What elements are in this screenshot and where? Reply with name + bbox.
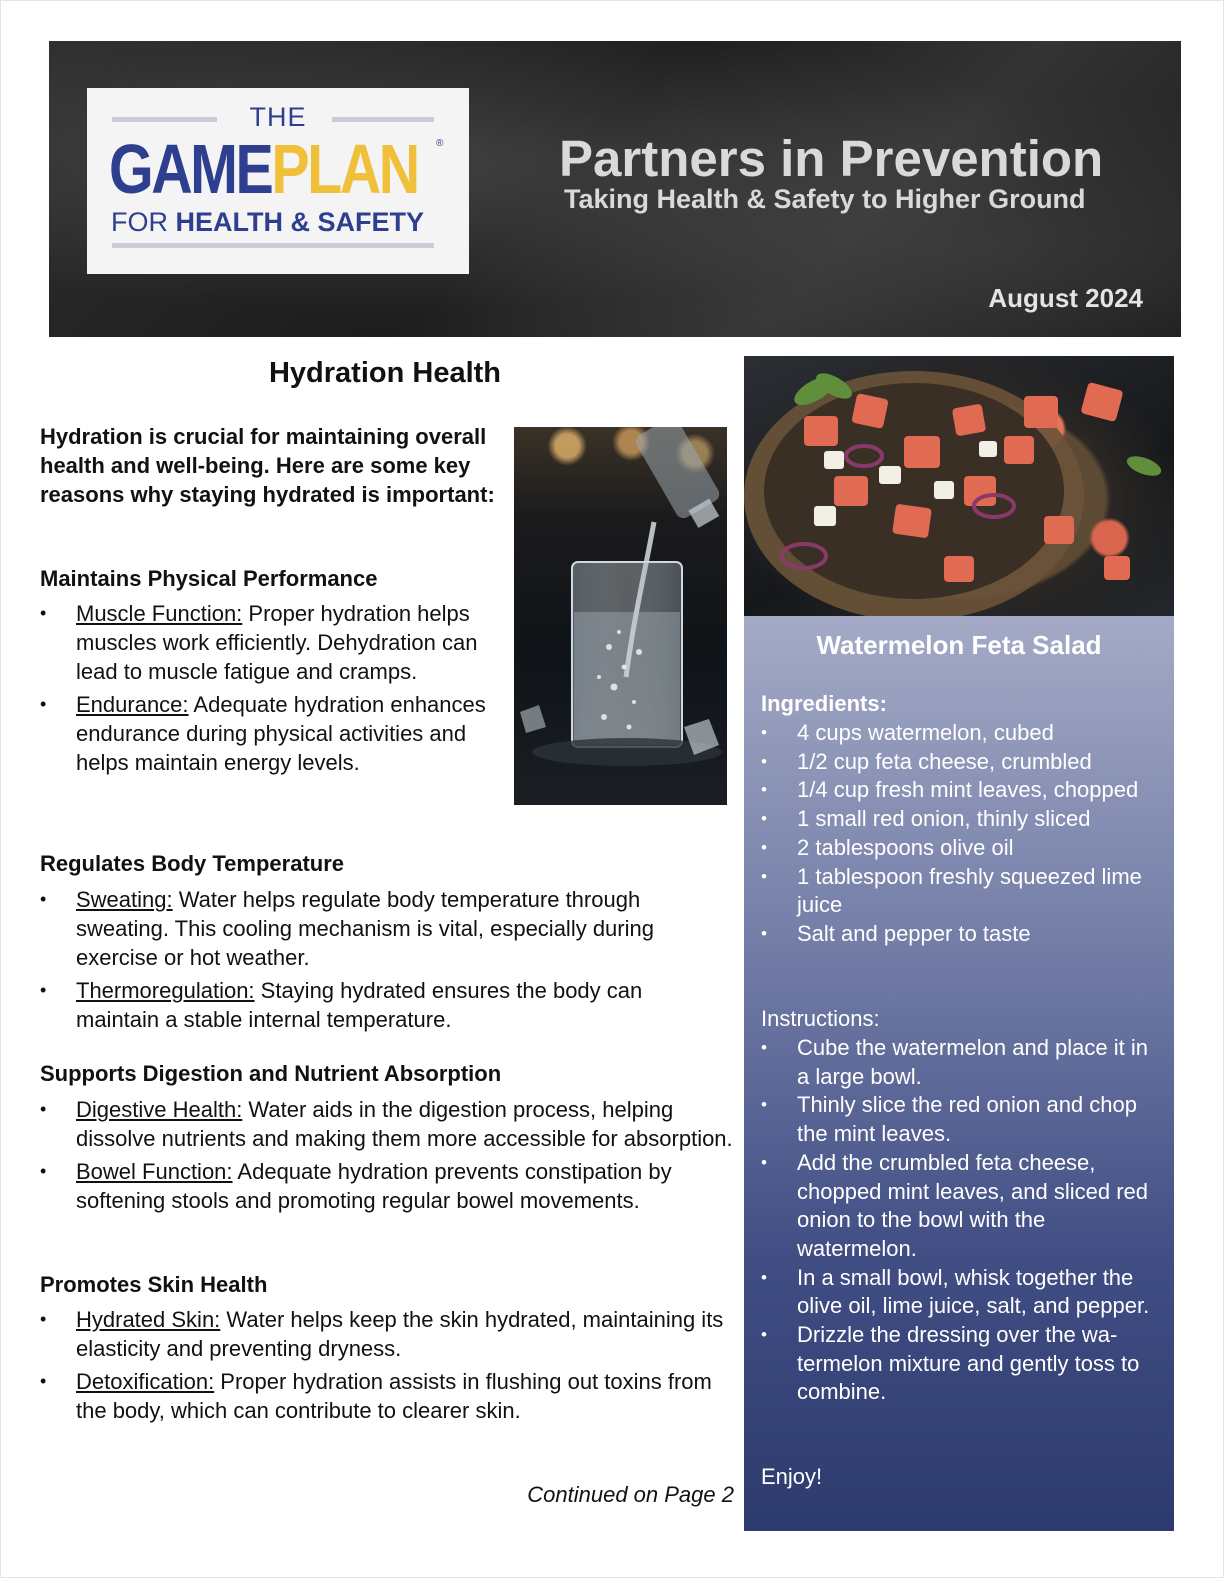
newsletter-title: Partners in Prevention bbox=[559, 130, 1104, 187]
watermelon-salad-photo bbox=[744, 356, 1174, 616]
instruction-item: • Add the crumbled feta cheese, chopped mint leaves, and sliced red onion to the bowl with the watermelon. bbox=[761, 1149, 1161, 1264]
point-text: Water helps regulate body temperature through sweating. This cooling mechanism is vital, especially during exercise or hot weather. bbox=[76, 887, 654, 970]
point-text: Proper hydration helps muscles work efficiently. Dehydration can lead to muscle fatigue and cramps. bbox=[76, 601, 478, 684]
ingredient-item: • Salt and pepper to taste bbox=[761, 920, 1161, 949]
ingredient-item: • 1/2 cup feta cheese, crumbled bbox=[761, 748, 1161, 777]
instruction-item: • Thinly slice the red onion and chop the mint leaves. bbox=[761, 1091, 1161, 1148]
ingredients-list bbox=[761, 719, 1161, 949]
point-text: Adequate hydration enhances endurance during physical activities and helps maintain energy levels. bbox=[76, 692, 486, 775]
skin-health-list bbox=[40, 1305, 730, 1429]
logo-tag-health-safety: HEALTH & SAFETY bbox=[175, 207, 424, 237]
logo-wordmark bbox=[109, 130, 418, 208]
logo-the-text: THE bbox=[249, 102, 307, 132]
list-item bbox=[40, 599, 510, 686]
instructions-label: Instructions: bbox=[761, 1006, 880, 1031]
instruction-item: • In a small bowl, whisk together the olive oil, lime juice, salt, and pepper. bbox=[761, 1264, 1161, 1321]
digestion-list bbox=[40, 1095, 738, 1219]
recipe-panel bbox=[744, 616, 1174, 1531]
header-banner bbox=[49, 41, 1181, 337]
article-intro: Hydration is crucial for maintaining overall health and well-being. Here are some key reasons why staying hydrated is important: bbox=[40, 424, 495, 507]
gameplan-logo bbox=[87, 88, 469, 274]
section-heading-digestion: Supports Digestion and Nutrient Absorption bbox=[40, 1061, 502, 1086]
point-text: Proper hydration assists in flushing out toxins from the body, which can contribute to clearer skin. bbox=[76, 1369, 712, 1423]
section-heading-skin-health: Promotes Skin Health bbox=[40, 1272, 268, 1297]
list-item bbox=[40, 1157, 738, 1215]
point-term: Digestive Health: bbox=[76, 1097, 243, 1122]
list-item bbox=[40, 690, 510, 777]
point-text: Water aids in the digestion process, helping dissolve nutrients and making them more accessible for absorption. bbox=[76, 1097, 733, 1151]
logo-rule bbox=[112, 243, 434, 248]
point-term: Detoxification: bbox=[76, 1369, 215, 1394]
article-title: Hydration Health bbox=[268, 357, 502, 389]
list-item bbox=[40, 1095, 738, 1153]
point-term: Endurance: bbox=[76, 692, 189, 717]
list-item bbox=[40, 1367, 730, 1425]
point-term: Sweating: bbox=[76, 887, 173, 912]
list-item bbox=[40, 1305, 730, 1363]
instructions-list bbox=[761, 1034, 1161, 1407]
physical-performance-list bbox=[40, 599, 510, 781]
logo-tag-for: FOR bbox=[111, 207, 176, 237]
point-term: Bowel Function: bbox=[76, 1159, 233, 1184]
instruction-item: • Cube the watermelon and place it in a large bowl. bbox=[761, 1034, 1161, 1091]
recipe-title: Watermelon Feta Salad bbox=[816, 630, 1102, 660]
instruction-item: • Drizzle the dressing over the wa-termelon mixture and gently toss to combine. bbox=[761, 1321, 1161, 1407]
ingredient-item: • 1/4 cup fresh mint leaves, chopped bbox=[761, 776, 1161, 805]
ingredient-item: • 1 tablespoon freshly squeezed lime juice bbox=[761, 863, 1161, 920]
point-term: Thermoregulation: bbox=[76, 978, 255, 1003]
point-term: Muscle Function: bbox=[76, 601, 243, 626]
continued-note: Continued on Page 2 bbox=[527, 1482, 734, 1507]
logo-plan-text: PLAN bbox=[271, 130, 418, 208]
water-glass-photo bbox=[514, 427, 727, 805]
logo-tagline bbox=[111, 207, 424, 238]
body-temperature-list bbox=[40, 885, 720, 1038]
section-heading-physical-performance: Maintains Physical Performance bbox=[40, 566, 378, 591]
recipe-closing: Enjoy! bbox=[761, 1464, 823, 1489]
issue-date: August 2024 bbox=[988, 283, 1143, 313]
salad-illustration bbox=[744, 356, 1174, 616]
point-term: Hydrated Skin: bbox=[76, 1307, 221, 1332]
ingredient-item: • 2 tablespoons olive oil bbox=[761, 834, 1161, 863]
ingredient-item: • 1 small red onion, thinly sliced bbox=[761, 805, 1161, 834]
list-item bbox=[40, 976, 720, 1034]
point-text: Adequate hydration prevents constipation by softening stools and promoting regular bowel movements. bbox=[76, 1159, 672, 1213]
point-text: Staying hydrated ensures the body can maintain a stable internal temperature. bbox=[76, 978, 643, 1032]
list-item bbox=[40, 885, 720, 972]
logo-game-text: GAME bbox=[109, 130, 272, 208]
point-text: Water helps keep the skin hydrated, maintaining its elasticity and preventing dryness. bbox=[76, 1307, 724, 1361]
ingredients-label: Ingredients: bbox=[761, 691, 887, 716]
section-heading-body-temperature: Regulates Body Temperature bbox=[40, 851, 345, 876]
ingredient-item: • 4 cups watermelon, cubed bbox=[761, 719, 1161, 748]
logo-registered-mark: ® bbox=[436, 138, 444, 149]
water-glass-illustration bbox=[514, 427, 727, 805]
newsletter-subtitle: Taking Health & Safety to Higher Ground bbox=[564, 184, 1086, 214]
